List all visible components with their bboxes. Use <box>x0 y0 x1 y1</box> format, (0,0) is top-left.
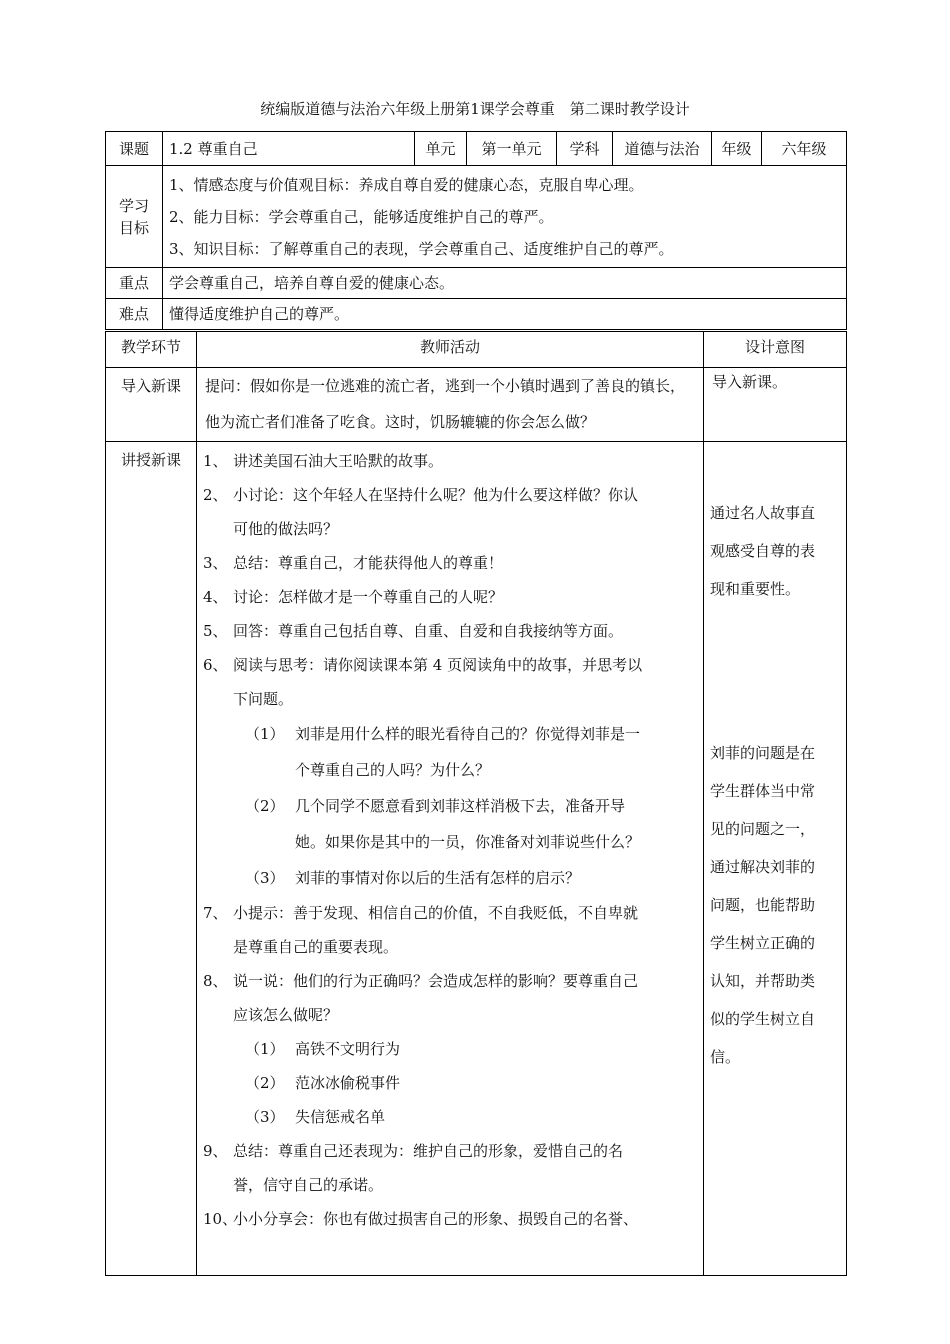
item-number: 7、 <box>203 904 228 922</box>
sub-item-cont: 个尊重自己的人吗？为什么？ <box>295 761 491 779</box>
teaching-process-table <box>105 331 847 1276</box>
intent-line: 问题，也能帮助 <box>710 896 816 914</box>
sub-item <box>203 1032 697 1066</box>
intent-line: 学生群体当中常 <box>710 782 816 800</box>
lecture-teacher <box>197 442 704 1276</box>
item-text-cont: 誉，信守自己的承诺。 <box>233 1176 384 1194</box>
sub-item-cont: 她。如果你是其中的一员，你准备对刘菲说些什么？ <box>295 833 641 851</box>
intent-line: 通过解决刘菲的 <box>710 858 816 876</box>
sub-item <box>203 788 697 824</box>
goal-item: 2、能力目标：学会尊重自己，能够适度维护自己的尊严。 <box>169 208 554 226</box>
sub-item-text: 刘菲是用什么样的眼光看待自己的？你觉得刘菲是一 <box>295 725 641 743</box>
item-text: 小讨论：这个年轻人在坚持什么呢？他为什么要这样做？你认 <box>233 486 639 504</box>
subject-label: 学科 <box>557 132 613 166</box>
lecture-intent <box>704 442 847 1276</box>
lesson-info-table <box>105 131 847 330</box>
grade-value: 六年级 <box>762 132 847 166</box>
intent-line: 观感受自尊的表 <box>710 542 816 560</box>
item-text-cont: 下问题。 <box>233 690 294 708</box>
item-text: 小提示：善于发现、相信自己的价值，不自我贬低，不自卑就 <box>233 904 639 922</box>
item-text: 讨论：怎样做才是一个尊重自己的人呢？ <box>233 588 504 606</box>
sub-item-number: （1） <box>245 725 285 743</box>
subject-value: 道德与法治 <box>613 132 712 166</box>
item-text: 说一说：他们的行为正确吗？会造成怎样的影响？要尊重自己 <box>233 972 639 990</box>
unit-value: 第一单元 <box>467 132 557 166</box>
list-item <box>203 896 697 964</box>
topic-label: 课题 <box>106 132 163 166</box>
item-text: 回答：尊重自己包括自尊、自重、自爱和自我接纳等方面。 <box>233 622 624 640</box>
intro-intent: 导入新课。 <box>704 368 847 442</box>
item-text: 总结：尊重自己，才能获得他人的尊重！ <box>233 554 504 572</box>
item-text: 总结：尊重自己还表现为：维护自己的形象，爱惜自己的名 <box>233 1142 624 1160</box>
sub-item <box>203 716 697 752</box>
intent-line: 信。 <box>710 1048 741 1066</box>
item-number: 6、 <box>203 656 228 674</box>
col-intent-header: 设计意图 <box>704 332 847 368</box>
item-number: 9、 <box>203 1142 228 1160</box>
intent-line: 现和重要性。 <box>710 580 801 598</box>
sub-item-number: （3） <box>245 1108 285 1126</box>
item-text-cont: 可他的做法吗？ <box>233 520 339 538</box>
item-number: 5、 <box>203 622 228 640</box>
item-text: 阅读与思考：请你阅读课本第 4 页阅读角中的故事，并思考以 <box>233 656 643 674</box>
sub-item <box>203 1066 697 1100</box>
intent-line: 见的问题之一， <box>710 820 816 838</box>
col-stage-header: 教学环节 <box>106 332 197 368</box>
intent-line: 通过名人故事直 <box>710 504 816 522</box>
goals-label <box>106 166 163 268</box>
goals-label-text: 学习目标 <box>118 196 149 237</box>
sub-item-text: 失信惩戒名单 <box>295 1108 386 1126</box>
list-item <box>203 1202 697 1236</box>
list-item <box>203 580 697 614</box>
list-item <box>203 546 697 580</box>
list-item <box>203 444 697 478</box>
goal-item: 3、知识目标：了解尊重自己的表现，学会尊重自己、适度维护自己的尊严。 <box>169 240 674 258</box>
list-item <box>203 964 697 1032</box>
list-item <box>203 478 697 546</box>
grade-label: 年级 <box>712 132 762 166</box>
sub-item-number: （3） <box>245 869 285 887</box>
sub-item-text: 范冰冰偷税事件 <box>295 1074 401 1092</box>
item-text-cont: 是尊重自己的重要表现。 <box>233 938 399 956</box>
intro-stage: 导入新课 <box>106 368 197 442</box>
sub-item <box>203 860 697 896</box>
item-number: 4、 <box>203 588 228 606</box>
list-item <box>203 648 697 716</box>
difficulty-label: 难点 <box>106 299 163 330</box>
lecture-stage: 讲授新课 <box>106 442 197 1276</box>
sub-item-text: 高铁不文明行为 <box>295 1040 401 1058</box>
col-teacher-header: 教师活动 <box>197 332 704 368</box>
item-number: 1、 <box>203 452 228 470</box>
intent-line: 刘菲的问题是在 <box>710 744 816 762</box>
item-number: 3、 <box>203 554 228 572</box>
item-text-cont: 应该怎么做呢？ <box>233 1006 339 1024</box>
item-number: 8、 <box>203 972 228 990</box>
sub-item-text: 几个同学不愿意看到刘菲这样消极下去，准备开导 <box>295 797 626 815</box>
sub-item-number: （2） <box>245 1074 285 1092</box>
page-title: 统编版道德与法治六年级上册第1课学会尊重 第二课时教学设计 <box>260 100 690 118</box>
intent-line: 认知，并帮助类 <box>710 972 816 990</box>
list-item <box>203 614 697 648</box>
item-text: 小小分享会：你也有做过损害自己的形象、损毁自己的名誉、 <box>233 1210 639 1228</box>
goals-content <box>163 166 847 268</box>
topic-value: 1.2 尊重自己 <box>163 132 415 166</box>
item-text: 讲述美国石油大王哈默的故事。 <box>233 452 444 470</box>
list-item <box>203 1134 697 1202</box>
goal-item: 1、情感态度与价值观目标：养成自尊自爱的健康心态，克服自卑心理。 <box>169 176 644 194</box>
item-number: 10、 <box>203 1210 238 1228</box>
focus-value: 学会尊重自己，培养自尊自爱的健康心态。 <box>163 268 847 299</box>
difficulty-value: 懂得适度维护自己的尊严。 <box>163 299 847 330</box>
sub-item <box>203 1100 697 1134</box>
sub-item-number: （1） <box>245 1040 285 1058</box>
unit-label: 单元 <box>415 132 467 166</box>
intent-line: 似的学生树立自 <box>710 1010 816 1028</box>
intent-line: 学生树立正确的 <box>710 934 816 952</box>
focus-label: 重点 <box>106 268 163 299</box>
sub-item-text: 刘菲的事情对你以后的生活有怎样的启示？ <box>295 869 581 887</box>
sub-item-number: （2） <box>245 797 285 815</box>
intro-teacher: 提问：假如你是一位逃难的流亡者，逃到一个小镇时遇到了善良的镇长，他为流亡者们准备了吃食。这时，饥肠辘辘的你会怎么做？ <box>197 368 704 442</box>
item-number: 2、 <box>203 486 228 504</box>
